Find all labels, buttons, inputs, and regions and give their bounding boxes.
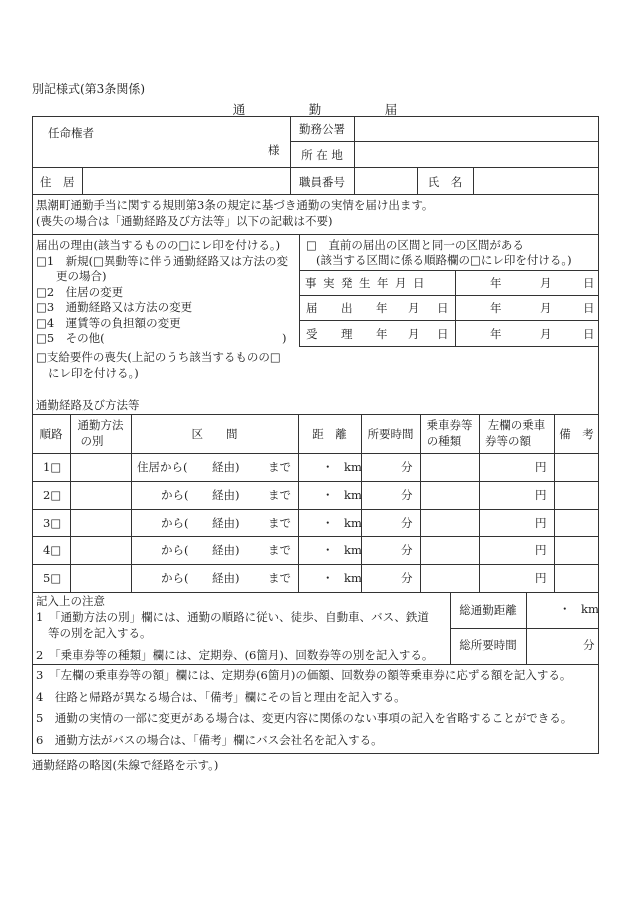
note-1-cont: 等の別を記入する。 [48, 626, 152, 640]
route-row: 4□ から( 経由) まで ・ km 分 円 [43, 543, 547, 557]
row-order-checkbox[interactable]: 1□ [43, 460, 62, 474]
note-3: 3 「左欄の乗車券等の額」欄には、定期券(6箇月)の価額、回数券の額等乗車券に応ずる額を記入する。 [36, 668, 572, 682]
route-row: 3□ から( 経由) まで ・ km 分 円 [43, 516, 547, 530]
total-distance-label: 総通勤距離 [459, 603, 517, 617]
residence-field[interactable] [83, 168, 290, 194]
col-order: 順路 [39, 427, 63, 441]
office-label: 勤務公署 [299, 122, 345, 136]
row-order-checkbox[interactable]: 5□ [43, 571, 62, 585]
total-distance-field[interactable]: ・ km [559, 602, 599, 616]
route-section-title: 通勤経路及び方法等 [36, 398, 140, 412]
reason-heading: 届出の理由(該当するものの□にレ印を付ける。) [36, 238, 281, 252]
note-4: 4 往路と帰路が異なる場合は、「備考」欄にその旨と理由を記入する。 [36, 690, 406, 704]
row-order-checkbox[interactable]: 3□ [43, 516, 62, 530]
name-field[interactable] [474, 168, 598, 194]
declaration-line2: (喪失の場合は「通勤経路及び方法等」以下の記載は不要) [36, 214, 333, 228]
route-row: 5□ から( 経由) まで ・ km 分 円 [43, 571, 547, 585]
received-date-field[interactable]: 年 月 日 [490, 327, 595, 341]
route-row: 2□ から( 経由) まで ・ km 分 円 [43, 488, 547, 502]
row-order-checkbox[interactable]: 2□ [43, 488, 62, 502]
note-5: 5 通勤の実情の一部に変更がある場合は、変更内容に関係のない事項の記入を省略することができる。 [36, 711, 573, 725]
reason-item-5[interactable]: □5 その他( [36, 331, 105, 345]
title-char: 勤 [308, 102, 322, 117]
note-2: 2 「乗車券等の種類」欄には、定期券、(6箇月)、回数券等の別を記入する。 [36, 648, 434, 662]
appointer-label: 任命権者 [48, 126, 94, 140]
col-amount-cont: 券等の額 [485, 434, 531, 448]
same-route-checkbox[interactable]: □ 直前の届出の区間と同一の区間がある [306, 238, 524, 252]
col-time: 所要時間 [367, 427, 414, 441]
declaration-line1: 黒潮町通勤手当に関する規則第3条の規定に基づき通勤の実情を届け出ます。 [36, 198, 434, 212]
reason-item-4[interactable]: □4 運賃等の負担額の変更 [36, 316, 181, 330]
reason-item-1[interactable]: □1 新規(□異動等に伴う通勤経路又は方法の変 [36, 254, 289, 268]
total-time-field[interactable]: 分 [583, 638, 595, 652]
col-note: 備 考 [559, 427, 594, 441]
row-order-checkbox[interactable]: 4□ [43, 543, 62, 557]
total-time-label: 総所要時間 [459, 638, 517, 652]
fact-date-field[interactable]: 年 月 日 [490, 276, 595, 290]
submitted-date-field[interactable]: 年 月 日 [490, 301, 595, 315]
map-caption: 通勤経路の略図(朱線で経路を示す。) [32, 758, 219, 772]
reason-item-3[interactable]: □3 通勤経路又は方法の変更 [36, 300, 193, 314]
submitted-date-label: 届 出 年 月 日 [306, 301, 449, 315]
title-char: 届 [384, 102, 398, 117]
col-ticket-type: 乗車券等 [426, 418, 473, 432]
same-route-note: (該当する区間に係る順路欄の□にレ印を付ける。) [316, 253, 572, 267]
col-section: 区 間 [191, 427, 238, 441]
loss-of-eligibility[interactable]: □支給要件の喪失(上記のうち該当するものの□ [36, 350, 281, 364]
col-distance: 距 離 [312, 427, 347, 441]
note-6: 6 通勤方法がバスの場合は、「備考」欄にバス会社名を記入する。 [36, 733, 383, 747]
reason-item-2[interactable]: □2 住居の変更 [36, 285, 124, 299]
note-1: 1 「通勤方法の別」欄には、通勤の順路に従い、徒歩、自動車、バス、鉄道 [36, 610, 429, 624]
col-method: 通勤方法 [77, 418, 124, 432]
title-char: 通 [232, 102, 246, 117]
reason-item-1-cont: 更の場合) [56, 269, 107, 283]
col-ticket-type-cont: の種類 [426, 434, 462, 448]
route-map-area[interactable] [32, 776, 599, 886]
honorific: 様 [268, 143, 280, 157]
col-method-cont: の別 [80, 434, 104, 448]
staff-number-field[interactable] [355, 168, 417, 194]
col-amount: 左欄の乗車 [487, 418, 546, 432]
address-label: 所 在 地 [301, 148, 343, 162]
staff-number-label: 職員番号 [299, 175, 345, 189]
notes-heading: 記入上の注意 [36, 594, 105, 608]
name-label: 氏 名 [427, 175, 463, 189]
form-label: 別記様式(第3条関係) [32, 82, 145, 96]
residence-label: 住 居 [40, 175, 75, 189]
route-row: 1□ 住居から( 経由) まで ・ km 分 円 [43, 460, 547, 474]
address-field[interactable] [355, 142, 598, 167]
fact-date-label: 事実発生年月日 [305, 276, 431, 290]
received-date-label: 受 理 年 月 日 [306, 327, 449, 341]
loss-of-eligibility-cont: にレ印を付ける。) [48, 366, 139, 380]
reason-item-5-close: ) [282, 331, 287, 345]
office-field[interactable] [355, 117, 598, 141]
